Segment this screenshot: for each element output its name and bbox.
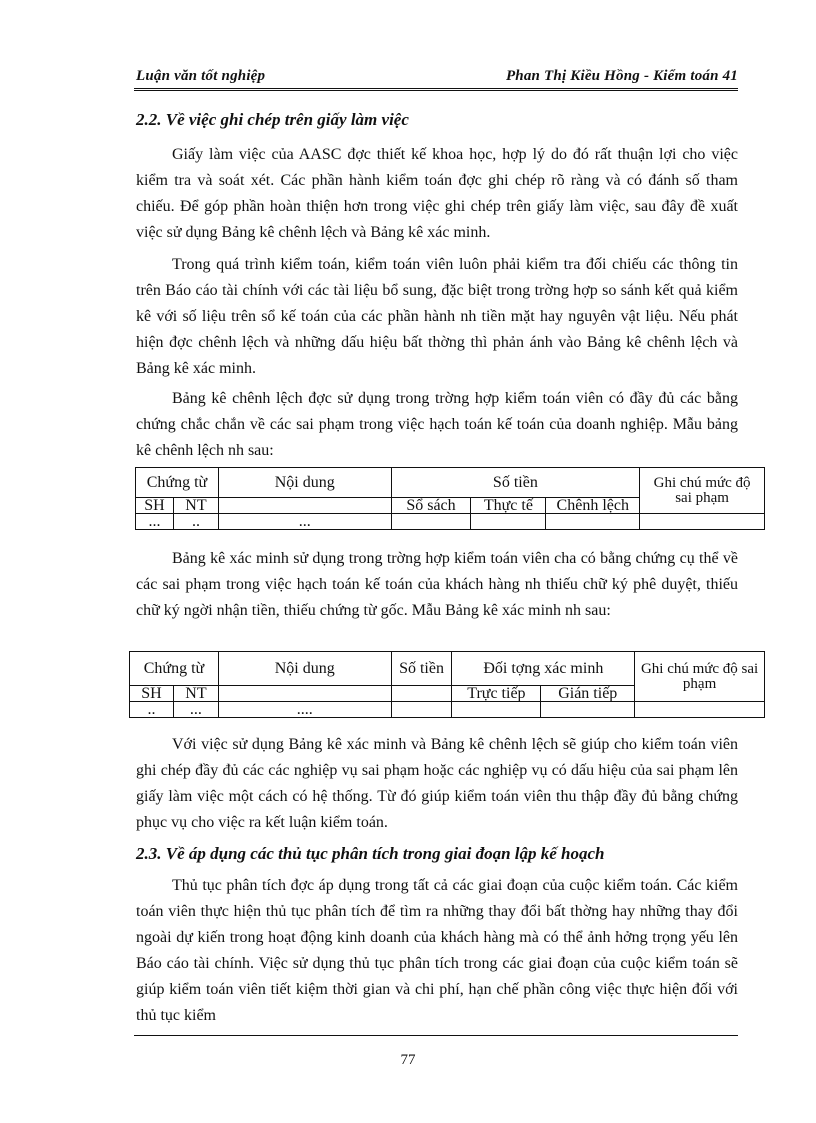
page-number: 77 [400,1052,416,1068]
col-empty [218,686,391,702]
col-truc-tiep: Trực tiếp [452,686,541,702]
cell [546,514,640,530]
paragraph-1-text: Giấy làm việc của AASC đợc thiết kế khoa học, hợp lý do đó rất thuận lợi cho việc kiểm tra và soát xét. Các phần hành kiểm toán đợc ghi chép rõ ràng và có đánh số tham chiếu. Để góp phần hoàn thiện hơn trong việc ghi chép trên giấy làm việc, sau đây đề xuất việc sử dụng Bảng kê chênh lệch và Bảng kê xác minh. [136,146,738,241]
cell-sh: ... [136,514,174,530]
cell [541,702,635,718]
paragraph-3 [136,386,738,464]
paragraph-2-text: Trong quá trình kiểm toán, kiểm toán viên luôn phải kiểm tra đối chiếu các thông tin trên Báo cáo tài chính với các tài liệu bổ sung, đặc biệt trong trờng hợp so sánh kết quả kiểm kê với số liệu trên sổ kế toán của các phần hành nh tiền mặt hay nguyên vật liệu. Nếu phát hiện đợc chênh lệch và những dấu hiệu bất thờng thì phản ánh vào Bảng kê chênh lệch và Bảng kê xác minh. [136,256,738,377]
table-row [130,702,765,718]
col-noi-dung: Nội dung [218,652,391,686]
col-gian-tiep: Gián tiếp [541,686,635,702]
col-thuc-te: Thực tế [471,498,546,514]
verification-table [129,651,765,718]
col-so-sach: Sổ sách [391,498,471,514]
discrepancy-table [135,467,765,530]
cell [452,702,541,718]
col-noi-dung: Nội dung [218,468,391,498]
paragraph-4-text: Bảng kê xác minh sử dụng trong trờng hợp kiểm toán viên cha có bằng chứng cụ thể về các sai phạm trong việc hạch toán kế toán của khách hàng nh thiếu chữ ký phê duyệt, thiếu chữ ký ngời nhận tiền, thiếu chứng từ gốc. Mẫu Bảng kê xác minh nh sau: [136,550,738,619]
table-header-row [130,652,765,686]
cell [391,514,471,530]
col-nt: NT [173,686,218,702]
col-so-tien: Số tiền [391,652,452,686]
table-row [136,514,765,530]
col-doi-tuong: Đối tợng xác minh [452,652,635,686]
paragraph-1 [136,142,738,246]
paragraph-5-text: Với việc sử dụng Bảng kê xác minh và Bảng kê chênh lệch sẽ giúp cho kiểm toán viên ghi chép đầy đủ các các nghiệp vụ sai phạm hoặc các nghiệp vụ có dấu hiệu của sai phạm lên giấy làm việc một cách có hệ thống. Từ đó giúp kiểm toán viên thu thập đầy đủ bằng chứng phục vụ cho việc ra kết luận kiểm toán. [136,736,738,831]
col-chung-tu: Chứng từ [130,652,219,686]
section-heading-2-3: 2.3. Về áp dụng các thủ tục phân tích trong giai đoạn lập kế hoạch [136,844,605,863]
paragraph-3-text: Bảng kê chênh lệch đợc sử dụng trong trờng hợp kiểm toán viên có đầy đủ các bằng chứng chắc chắn về các sai phạm trong việc hạch toán kế toán của doanh nghiệp. Mẫu bảng kê chênh lệch nh sau: [136,390,738,459]
col-sh: SH [130,686,174,702]
cell [635,702,765,718]
col-so-tien: Số tiền [391,468,640,498]
header-rule [134,88,738,91]
table-header-row [136,468,765,498]
cell-sh: .. [130,702,174,718]
section-heading-2-2: 2.2. Về việc ghi chép trên giấy làm việc [136,110,409,129]
footer-rule [134,1035,738,1036]
cell-noi-dung: ... [218,514,391,530]
col-chenh-lech: Chênh lệch [546,498,640,514]
col-empty [218,498,391,514]
col-empty [391,686,452,702]
cell [391,702,452,718]
cell-noi-dung: .... [218,702,391,718]
paragraph-6-text: Thủ tục phân tích đợc áp dụng trong tất cả các giai đoạn của cuộc kiểm toán. Các kiểm toán viên thực hiện thủ tục phân tích để tìm ra những thay đổi bất thờng hay những thay đổi ngoài dự kiến trong hoạt động kinh doanh của khách hàng mà có thể ảnh hởng trọng yếu lên Báo cáo tài chính. Việc sử dụng thủ tục phân tích trong các giai đoạn của cuộc kiểm toán sẽ giúp kiểm toán viên tiết kiệm thời gian và chi phí, hạn chế phần công việc thực hiện đối với thủ tục kiểm [136,877,738,1024]
paragraph-6 [136,873,738,1029]
col-sh: SH [136,498,174,514]
paragraph-2 [136,252,738,382]
col-nt: NT [173,498,218,514]
cell-nt: .. [173,514,218,530]
col-ghi-chu: Ghi chú mức độ sai phạm [635,652,765,702]
running-header-left: Luận văn tốt nghiệp [136,68,266,84]
cell [640,514,765,530]
cell [471,514,546,530]
running-header-right: Phan Thị Kiều Hồng - Kiểm toán 41 [505,68,738,84]
col-ghi-chu: Ghi chú mức độ sai phạm [640,468,765,514]
cell-nt: ... [173,702,218,718]
paragraph-5 [136,732,738,836]
col-chung-tu: Chứng từ [136,468,219,498]
paragraph-4 [136,546,738,624]
